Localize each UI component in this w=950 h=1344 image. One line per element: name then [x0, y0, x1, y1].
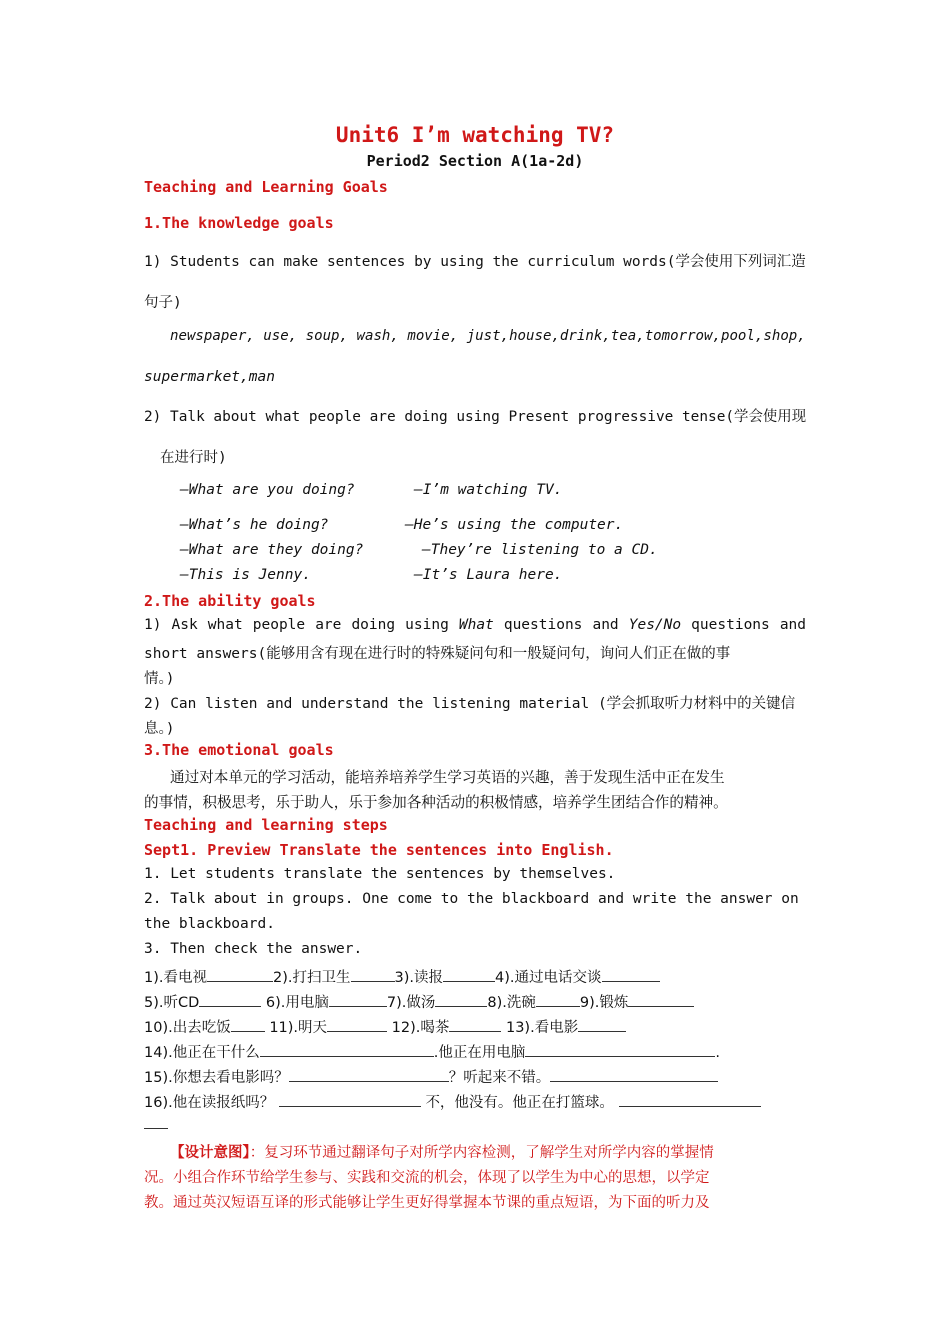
knowledge-item1-line2: 句子): [144, 295, 182, 311]
dialogue-question: —What are you doing?: [180, 482, 355, 498]
emotional-line2: 的事情，积极思考，乐于助人，乐于参加各种活动的积极情感，培养学生团结合作的精神。: [144, 794, 728, 811]
ability-item1-line1: 1) Ask what people are doing using What questions and Yes/No questions and: [144, 617, 807, 633]
dialogue-answer: —He’s using the computer.: [405, 517, 624, 533]
ability-item2-line2: 息。): [144, 721, 175, 737]
exercise-row-1: 1).看电视 2).打扫卫生 3).读报 4).通过电话交谈: [144, 966, 660, 987]
step1-item3: 3. Then check the answer.: [144, 941, 363, 957]
ability-item1-line3: 情。): [144, 671, 175, 687]
knowledge-item2-line1: 2) Talk about what people are doing using Present progressive tense(学会使用现: [144, 409, 807, 425]
knowledge-heading: 1.The knowledge goals: [144, 214, 334, 232]
page-subtitle: Period2 Section A(1a-2d): [366, 152, 584, 170]
design-intent-line1: 【设计意图】：复习环节通过翻译句子对所学内容检测，了解学生对所学内容的掌握情: [170, 1145, 714, 1161]
blank-line-continuation: [144, 1128, 168, 1129]
exercise-row-6: 16).他在读报纸吗？ 不，他没有。他正在打篮球。: [144, 1091, 761, 1112]
steps-heading: Teaching and learning steps: [144, 816, 388, 834]
exercise-row-3: 10).出去吃饭 11).明天 12).喝茶 13).看电影: [144, 1016, 626, 1037]
ability-item1-line2: short answers(能够用含有现在进行时的特殊疑问句和一般疑问句，询问人们正在做的事: [144, 646, 731, 662]
exercise-row-5: 15).你想去看电影吗？ ？听起来不错。: [144, 1066, 718, 1087]
vocab-list-line2: supermarket,man: [144, 369, 275, 385]
exercise-row-2: 5).听CD 6).用电脑 7).做汤 8).洗碗 9).锻炼: [144, 991, 694, 1012]
knowledge-item2-line2: 在进行时): [160, 450, 227, 466]
step1-item1: 1. Let students translate the sentences by themselves.: [144, 866, 616, 882]
dialogue-answer: —It’s Laura here.: [414, 567, 563, 583]
dialogue-answer: —I’m watching TV.: [414, 482, 563, 498]
dialogue-question: —This is Jenny.: [180, 567, 311, 583]
goals-heading: Teaching and Learning Goals: [144, 178, 388, 196]
vocab-list-line1: newspaper, use, soup, wash, movie, just,house,drink,tea,tomorrow,pool,shop,: [170, 328, 806, 344]
knowledge-item1-line1: 1) Students can make sentences by using the curriculum words(学会使用下列词汇造: [144, 254, 806, 270]
step1-item2-line2: the blackboard.: [144, 916, 275, 932]
design-intent-line3: 教。通过英汉短语互译的形式能够让学生更好得掌握本节课的重点短语，为下面的听力及: [144, 1195, 710, 1211]
step1-heading: Sept1. Preview Translate the sentences into English.: [144, 841, 614, 859]
dialogue-answer: —They’re listening to a CD.: [422, 542, 658, 558]
ability-item2-line1: 2) Can listen and understand the listening material (学会抓取听力材料中的关键信: [144, 696, 796, 712]
emotional-line1: 通过对本单元的学习活动，能培养培养学生学习英语的兴趣，善于发现生活中正在发生: [170, 769, 725, 786]
step1-item2-line1: 2. Talk about in groups. One come to the blackboard and write the answer on: [144, 891, 799, 907]
design-intent-line2: 况。小组合作环节给学生参与、实践和交流的机会，体现了以学生为中心的思想，以学定: [144, 1170, 710, 1186]
exercise-row-4: 14).他正在干什么 .他正在用电脑 .: [144, 1041, 720, 1062]
dialogue-question: —What are they doing?: [180, 542, 364, 558]
dialogue-question: —What’s he doing?: [180, 517, 329, 533]
emotional-heading: 3.The emotional goals: [144, 741, 334, 759]
page-title: Unit6 I’m watching TV?: [335, 123, 615, 147]
ability-heading: 2.The ability goals: [144, 592, 316, 610]
